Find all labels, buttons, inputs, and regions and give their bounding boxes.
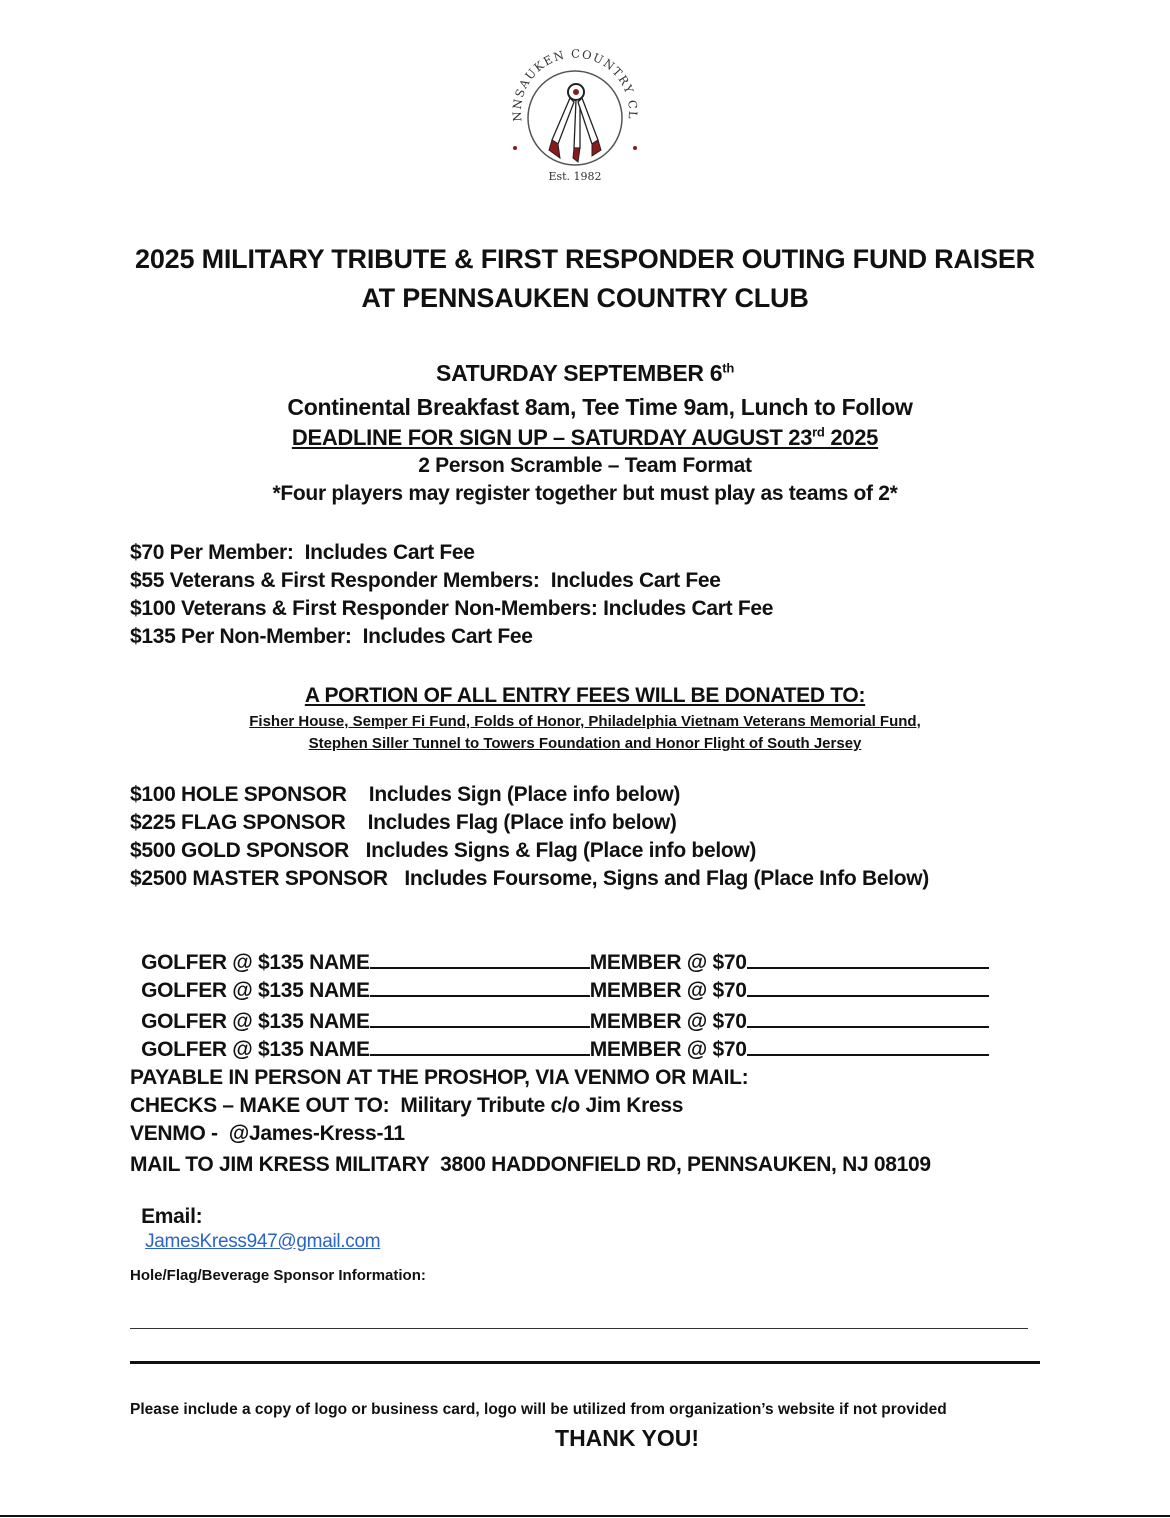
sponsor-info-line-1[interactable] xyxy=(130,1328,1028,1329)
sponsor-flag: $225 FLAG SPONSOR Includes Flag (Place info below) xyxy=(130,811,677,834)
club-logo xyxy=(500,40,650,190)
event-format: 2 Person Scramble – Team Format xyxy=(418,454,752,477)
payment-line-2: CHECKS – MAKE OUT TO: Military Tribute c/o Jim Kress xyxy=(130,1094,684,1117)
golfer-label: GOLFER @ $135 NAME xyxy=(141,951,370,974)
event-note: *Four players may register together but must play as teams of 2* xyxy=(272,482,898,505)
deadline-text: DEADLINE FOR SIGN UP – SATURDAY AUGUST 23 xyxy=(291,425,813,450)
page-bottom-border xyxy=(0,1515,1170,1517)
sponsor-gold: $500 GOLD SPONSOR Includes Signs & Flag (Place info below) xyxy=(130,839,757,862)
golfer-label: GOLFER @ $135 NAME xyxy=(141,1010,370,1033)
title-line-1: 2025 MILITARY TRIBUTE & FIRST RESPONDER OUTING FUND RAISER xyxy=(135,244,1035,274)
thank-you: THANK YOU! xyxy=(555,1425,699,1451)
title-line-2: AT PENNSAUKEN COUNTRY CLUB xyxy=(361,283,809,313)
price-member: $70 Per Member: Includes Cart Fee xyxy=(130,541,475,564)
logo-ring-text: NNSAUKEN COUNTRY CL xyxy=(509,46,641,123)
payment-line-4: MAIL TO JIM KRESS MILITARY 3800 HADDONFIELD RD, PENNSAUKEN, NJ 08109 xyxy=(130,1153,931,1176)
payment-email-row xyxy=(130,1181,380,1253)
signup-deadline xyxy=(0,425,1170,451)
member-label: MEMBER @ $70 xyxy=(589,1010,747,1033)
event-date xyxy=(0,360,1170,387)
footer-note: Please include a copy of logo or business card, logo will be utilized from organization’s website if not provided xyxy=(130,1401,947,1418)
event-schedule: Continental Breakfast 8am, Tee Time 9am, Lunch to Follow xyxy=(287,394,913,420)
golfer-row xyxy=(130,1010,989,1062)
payment-line-3: VENMO - @James-Kress-11 xyxy=(130,1122,405,1145)
deadline-year: 2025 xyxy=(824,425,879,450)
sponsor-hole: $100 HOLE SPONSOR Includes Sign (Place info below) xyxy=(130,783,681,806)
golfer-label: GOLFER @ $135 NAME xyxy=(141,1038,370,1061)
member-name-field[interactable] xyxy=(747,1034,989,1056)
club-seal-icon xyxy=(500,40,650,190)
feathers-icon xyxy=(549,84,601,162)
member-label: MEMBER @ $70 xyxy=(589,1038,747,1061)
deadline-suffix: rd xyxy=(812,424,825,440)
sponsor-info-label: Hole/Flag/Beverage Sponsor Information: xyxy=(130,1267,426,1284)
member-label: MEMBER @ $70 xyxy=(589,979,747,1002)
sponsor-master: $2500 MASTER SPONSOR Includes Foursome, Signs and Flag (Place Info Below) xyxy=(130,867,930,890)
event-date-suffix: th xyxy=(722,360,734,376)
golfer-name-field[interactable] xyxy=(370,1034,590,1056)
member-label: MEMBER @ $70 xyxy=(589,951,747,974)
email-link[interactable]: JamesKress947@gmail.com xyxy=(145,1231,381,1252)
donation-line-1: Fisher House, Semper Fi Fund, Folds of Honor, Philadelphia Vietnam Veterans Memorial Fund, xyxy=(249,713,921,730)
email-label: Email: xyxy=(141,1205,203,1228)
donation-heading: A PORTION OF ALL ENTRY FEES WILL BE DONATED TO: xyxy=(304,684,866,707)
logo-established: Est. 1982 xyxy=(548,170,602,183)
payment-line-1: PAYABLE IN PERSON AT THE PROSHOP, VIA VENMO OR MAIL: xyxy=(130,1066,749,1089)
donation-line-2: Stephen Siller Tunnel to Towers Foundation and Honor Flight of South Jersey xyxy=(308,735,862,752)
golfer-label: GOLFER @ $135 NAME xyxy=(141,979,370,1002)
price-veteran-nonmember: $100 Veterans & First Responder Non-Members: Includes Cart Fee xyxy=(130,597,774,620)
event-date-text: SATURDAY SEPTEMBER 6 xyxy=(436,360,723,386)
price-nonmember: $135 Per Non-Member: Includes Cart Fee xyxy=(130,625,533,648)
price-veteran-member: $55 Veterans & First Responder Members: Includes Cart Fee xyxy=(130,569,721,592)
sponsor-info-line-2[interactable] xyxy=(130,1361,1040,1364)
